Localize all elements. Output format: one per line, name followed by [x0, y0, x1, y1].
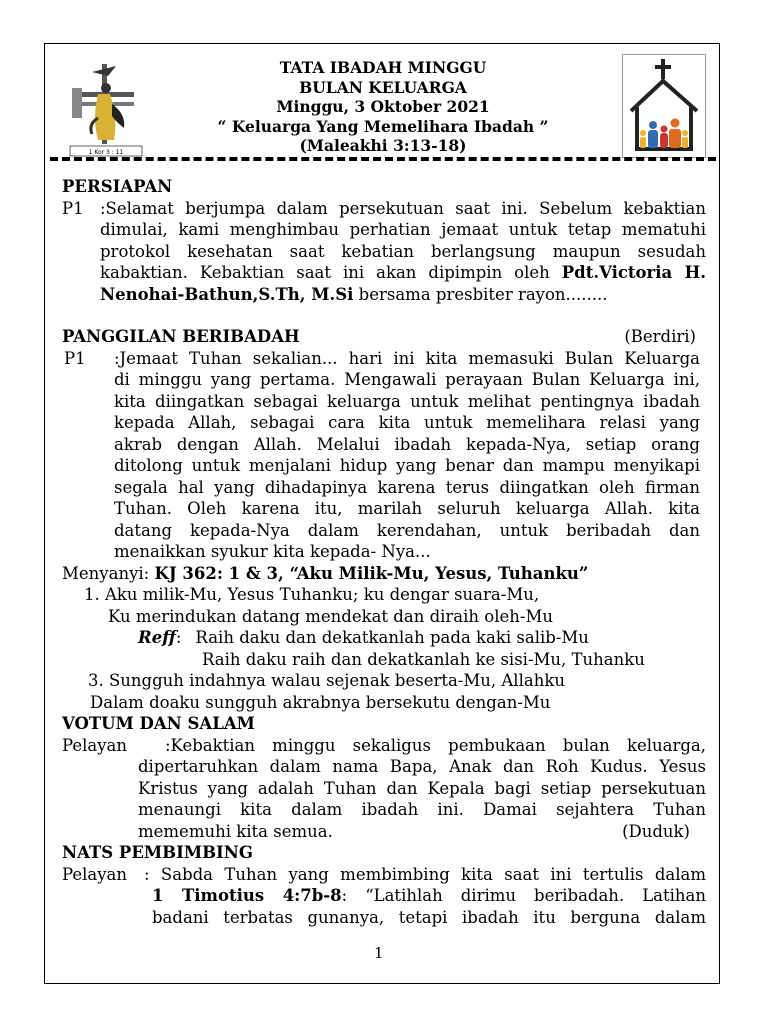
section-heading-votum: VOTUM DAN SALAM	[62, 714, 255, 733]
persiapan-line: protokol kesehatan saat kebatian berlangsung maupun sesudah	[100, 241, 706, 261]
nats-paragraph	[62, 864, 706, 929]
votum-line: Kristus yang adalah Tuhan dan Kepala bagi setiap persekutuan	[138, 778, 706, 798]
persiapan-line	[62, 262, 706, 284]
document-header	[150, 58, 616, 156]
panggilan-line: kepada Allah, sebagai cara kita untuk memelihara relasi yang	[114, 413, 700, 432]
votum-line: menaungi kita dalam ibadah ini. Damai sejahtera Tuhan	[138, 800, 706, 819]
panggilan-line: akrab dengan Allah. Melalui ibadah kepada-Nya, setiap orang	[114, 434, 700, 454]
panggilan-line: segala hal yang dihadapinya karena terus diingatkan oleh firman	[114, 477, 700, 497]
speaker-label: P1	[62, 198, 84, 218]
song-intro: Menyanyi:	[62, 563, 155, 583]
speaker-label: Pelayan	[62, 735, 128, 755]
nats-line: : Sabda Tuhan yang membimbing kita saat ini tertulis dalam	[144, 864, 706, 884]
posture-note: (Berdiri)	[624, 327, 696, 346]
nats-line: badani terbatas gunanya, tetapi ibadah itu berguna dalam	[152, 907, 706, 927]
persiapan-text: bersama presbiter rayon........	[353, 284, 608, 304]
leader-name: Nenohai-Bathun,S.Th, M.Si	[100, 284, 354, 304]
heading-text: PANGGILAN BERIBADAH	[62, 327, 300, 346]
leader-name: Pdt.Victoria H.	[561, 263, 706, 282]
votum-line: :Kebaktian minggu sekaligus pembukaan bulan keluarga,	[165, 735, 706, 755]
panggilan-line: ditolong untuk menjalani hidup yang benar dan mampu menyikapi	[114, 456, 700, 475]
panggilan-line: kita diingatkan sebagai keluarga untuk melihat pentingnya ibadah	[114, 391, 700, 411]
theme-verse: (Maleakhi 3:13-18)	[299, 136, 467, 155]
service-theme: “ Keluarga Yang Memelihara Ibadah ”	[217, 116, 549, 136]
section-heading-panggilan	[62, 326, 706, 348]
panggilan-line: Tuhan. Oleh karena itu, marilah seluruh keluarga Allah. kita	[114, 499, 700, 518]
song-refrain	[62, 627, 706, 649]
speaker-label: P1	[64, 348, 86, 368]
refrain-colon: :	[175, 628, 182, 647]
panggilan-line: datang kepada-Nya dalam kerendahan, untuk beribadah dan	[114, 520, 700, 540]
song-line: 3. Sungguh indahnya walau sejenak beserta-Mu, Allahku	[88, 671, 565, 690]
song-line: Raih daku raih dan dekatkanlah ke sisi-Mu, Tuhanku	[202, 649, 645, 669]
section-heading-persiapan: PERSIAPAN	[62, 177, 173, 196]
votum-line: dipertaruhkan dalam nama Bapa, Anak dan Roh Kudus. Yesus	[138, 757, 706, 776]
bible-reference: 1 Timotius 4:7b-8	[152, 886, 342, 905]
document-title: TATA IBADAH MINGGU	[279, 58, 487, 77]
header-divider	[50, 157, 716, 161]
refrain-label: Reff	[138, 628, 176, 647]
song-line: 1. Aku milik-Mu, Yesus Tuhanku; ku dengar suara-Mu,	[84, 585, 540, 604]
church-family-icon	[622, 54, 706, 158]
song-line: Dalam doaku sungguh akrabnya bersekutu dengan-Mu	[90, 692, 551, 712]
song-title: KJ 362: 1 & 3, “Aku Milik-Mu, Yesus, Tuhanku”	[154, 563, 589, 583]
persiapan-line	[62, 284, 706, 306]
panggilan-line: di minggu yang pertama. Mengawali perayaan Bulan Keluarga ini,	[114, 370, 700, 389]
speaker-label: Pelayan	[62, 864, 128, 884]
service-date: Minggu, 3 Oktober 2021	[276, 97, 490, 116]
posture-note: (Duduk)	[622, 821, 690, 841]
votum-line	[62, 821, 706, 843]
song-line: Ku merindukan datang mendekat dan diraih oleh-Mu	[108, 606, 553, 626]
nats-line	[62, 885, 706, 907]
section-heading-nats: NATS PEMBIMBING	[62, 843, 253, 862]
votum-paragraph	[62, 735, 706, 843]
panggilan-line: menaikkan syukur kita kepada- Nya...	[114, 542, 431, 561]
persiapan-text: kabaktian. Kebaktian saat ini akan dipimpin oleh	[100, 263, 562, 282]
nats-text: : “Latihlah dirimu beribadah. Latihan	[341, 886, 706, 905]
song-line: Raih daku dan dekatkanlah pada kaki salib-Mu	[195, 628, 589, 647]
song-announcement	[62, 563, 706, 585]
panggilan-paragraph	[62, 348, 706, 563]
page-number: 1	[374, 944, 384, 962]
emblem-caption: 1 Kor 3 : 11	[88, 149, 124, 156]
church-emblem-icon	[68, 58, 144, 158]
persiapan-paragraph	[62, 198, 706, 306]
persiapan-line: :Selamat berjumpa dalam persekutuan saat ini. Sebelum kebaktian	[100, 198, 706, 218]
panggilan-line: :Jemaat Tuhan sekalian... hari ini kita memasuki Bulan Keluarga	[114, 348, 700, 368]
document-subtitle: BULAN KELUARGA	[299, 77, 467, 97]
persiapan-line: dimulai, kami menghimbau perhatian jemaat untuk tetap mematuhi	[100, 220, 706, 239]
liturgy-content	[62, 176, 706, 928]
votum-text: mememuhi kita semua.	[138, 821, 333, 841]
